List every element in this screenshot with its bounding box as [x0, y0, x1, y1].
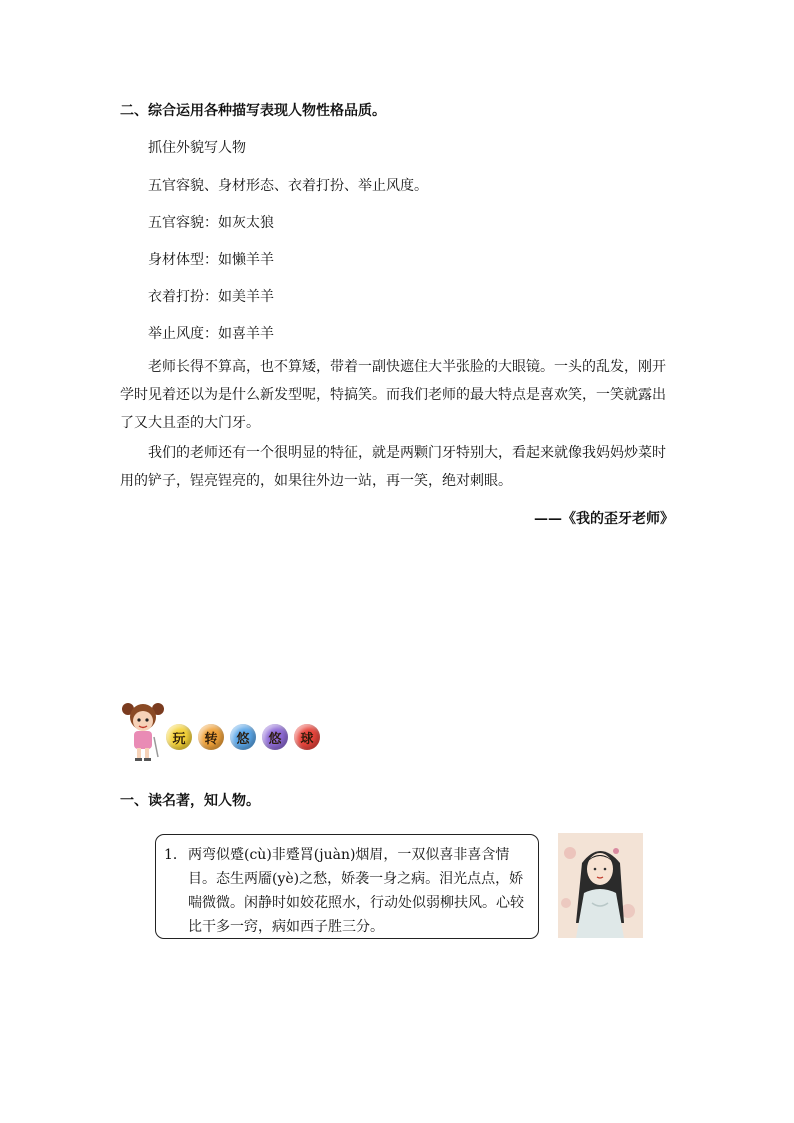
- ball-icon: [262, 724, 288, 750]
- ball-label: 球: [300, 731, 314, 747]
- banner-balls: [166, 724, 326, 750]
- cartoon-girl-icon: [120, 697, 166, 763]
- ball-label: 悠: [236, 731, 250, 747]
- paragraph: 我们的老师还有一个很明显的特征，就是两颗门牙特别大，看起来就像我妈妈炒菜时用的铲子，锃亮锃亮的，如果往外边一站，再一笑，绝对刺眼。: [120, 445, 666, 489]
- text-line: 五官容貌：如灰太狼: [148, 215, 274, 231]
- text-line: 举止风度：如喜羊羊: [148, 326, 274, 342]
- item-text: 两弯似蹙(cù)非蹙罥(juàn)烟眉，一双似喜非喜含情目。态生两靥(yè)之愁，娇袭一身之病。泪光点点，娇喘微微。闲静时如姣花照水，行动处似弱柳扶风。心较比干多一窍，病如西子胜三分。: [188, 847, 524, 935]
- source-citation: ——《我的歪牙老师》: [534, 511, 674, 527]
- ball-label: 玩: [172, 731, 186, 747]
- ball-icon: [198, 724, 224, 750]
- section-heading: 二、综合运用各种描写表现人物性格品质。: [120, 103, 386, 119]
- text-line: 五官容貌、身材形态、衣着打扮、举止风度。: [148, 178, 428, 194]
- ball-label: 转: [204, 731, 218, 747]
- ball-icon: [230, 724, 256, 750]
- item-number: 1．: [164, 847, 187, 863]
- ball-label: 悠: [268, 731, 282, 747]
- text-line: 衣着打扮：如美羊羊: [148, 289, 274, 305]
- ball-icon: [166, 724, 192, 750]
- text-line: 身材体型：如懒羊羊: [148, 252, 274, 268]
- section-heading: 一、读名著，知人物。: [120, 793, 260, 809]
- portrait-illustration: [558, 833, 643, 938]
- paragraph: 老师长得不算高，也不算矮，带着一副快遮住大半张脸的大眼镜。一头的乱发，刚开学时见着还以为是什么新发型呢，特搞笑。而我们老师的最大特点是喜欢笑，一笑就露出了又大且歪的大门牙。: [120, 359, 666, 431]
- ball-icon: [294, 724, 320, 750]
- quote-box: [155, 834, 539, 939]
- text-line: 抓住外貌写人物: [148, 140, 246, 156]
